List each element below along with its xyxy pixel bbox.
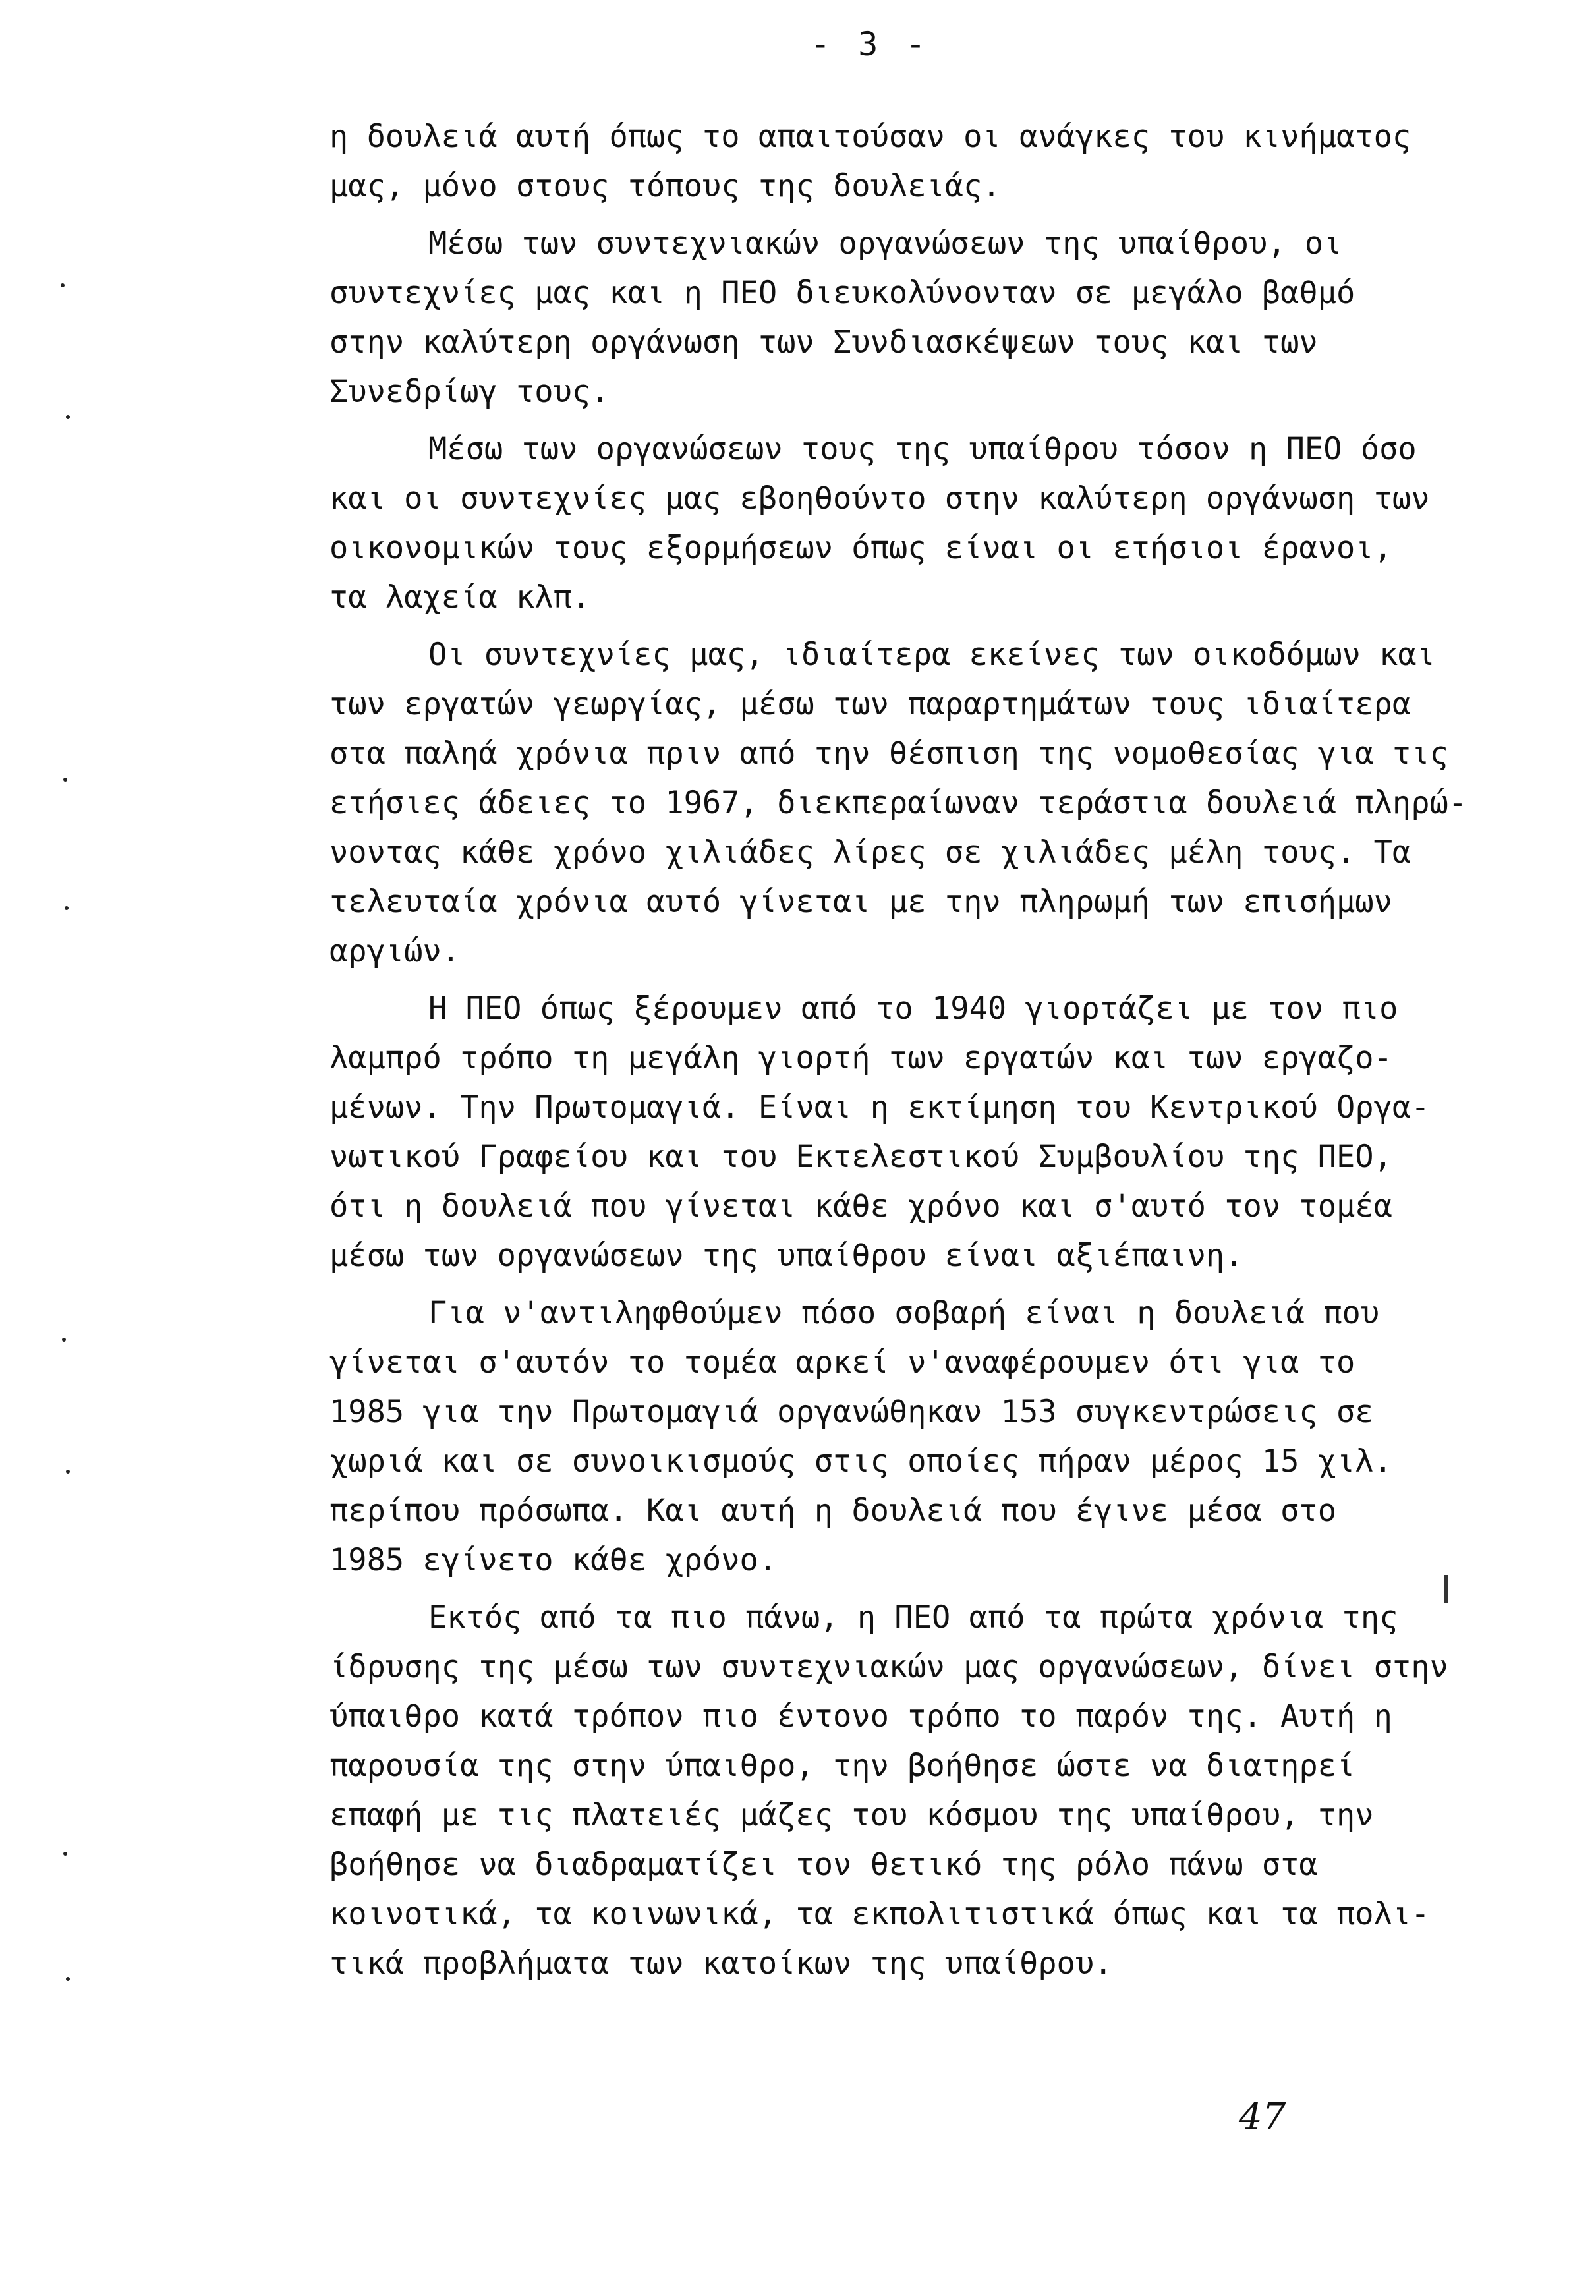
scan-speck (62, 1338, 66, 1342)
text-line: ετήσιες άδειες το 1967, διεκπεραίωναν τεράστια δουλειά πληρώ- (329, 785, 1468, 821)
margin-mark (1444, 1575, 1448, 1603)
paragraph (329, 219, 1529, 416)
text-line: Η ΠΕΟ όπως ξέρουμεν από το 1940 γιορτάζει με τον πιο (428, 990, 1398, 1027)
paragraph (329, 112, 1529, 211)
text-line: τελευταία χρόνια αυτό γίνεται με την πληρωμή των επισήμων (329, 884, 1392, 920)
paragraph (329, 984, 1529, 1280)
text-line: μέσω των οργανώσεων της υπαίθρου είναι αξιέπαινη. (329, 1238, 1243, 1274)
text-line: λαμπρό τρόπο τη μεγάλη γιορτή των εργατών και των εργαζο- (329, 1040, 1392, 1076)
scan-speck (66, 1470, 70, 1474)
page-number: - 3 - (811, 25, 930, 63)
text-line: τικά προβλήματα των κατοίκων της υπαίθρου. (329, 1945, 1113, 1982)
text-line: αργιών. (329, 933, 461, 969)
paragraph-gap (329, 976, 1529, 984)
text-line: κοινοτικά, τα κοινωνικά, τα εκπολιτιστικά όπως και τα πολι- (329, 1896, 1430, 1932)
text-line: η δουλειά αυτή όπως το απαιτούσαν οι ανάγκες του κινήματος (329, 119, 1411, 155)
scan-speck (63, 778, 67, 782)
text-line: 1985 για την Πρωτομαγιά οργανώθηκαν 153 συγκεντρώσεις σε (329, 1394, 1374, 1430)
text-line: ίδρυσης της μέσω των συντεχνιακών μας οργανώσεων, δίνει στην (329, 1649, 1448, 1685)
text-line: Μέσω των συντεχνιακών οργανώσεων της υπαίθρου, οι (428, 225, 1342, 262)
scan-speck (66, 1977, 70, 1981)
text-line: βοήθησε να διαδραματίζει τον θετικό της ρόλο πάνω στα (329, 1847, 1318, 1883)
paragraph-gap (329, 211, 1529, 219)
text-line: μένων. Την Πρωτομαγιά. Είναι η εκτίμηση του Κεντρικού Οργα- (329, 1089, 1430, 1126)
text-line: ύπαιθρο κατά τρόπον πιο έντονο τρόπο το παρόν της. Αυτή η (329, 1698, 1392, 1735)
document-body (329, 112, 1529, 1988)
text-line: περίπου πρόσωπα. Και αυτή η δουλειά που έγινε μέσα στο (329, 1493, 1337, 1529)
text-line: νοντας κάθε χρόνο χιλιάδες λίρες σε χιλιάδες μέλη τους. Τα (329, 834, 1411, 871)
text-line: οικονομικών τους εξορμήσεων όπως είναι οι ετήσιοι έρανοι, (329, 530, 1392, 566)
text-line: μας, μόνο στους τόπους της δουλειάς. (329, 168, 1001, 204)
scan-speck (61, 283, 65, 287)
handwritten-page-number: 47 (1239, 2096, 1286, 2138)
scan-speck (63, 1852, 67, 1856)
text-line: στην καλύτερη οργάνωση των Συνδιασκέψεων τους και των (329, 324, 1318, 360)
paragraph (329, 1593, 1529, 1988)
text-line: Εκτός από τα πιο πάνω, η ΠΕΟ από τα πρώτα χρόνια της (428, 1599, 1398, 1636)
text-line: στα παληά χρόνια πριν από την θέσπιση της νομοθεσίας για τις (329, 735, 1448, 772)
text-line: γίνεται σ'αυτόν το τομέα αρκεί ν'αναφέρουμεν ότι για το (329, 1344, 1355, 1381)
text-line: Συνεδρίωγ τους. (329, 374, 610, 410)
text-line: επαφή με τις πλατειές μάζες του κόσμου της υπαίθρου, την (329, 1797, 1374, 1833)
text-line: Μέσω των οργανώσεων τους της υπαίθρου τόσον η ΠΕΟ όσο (428, 431, 1417, 467)
paragraph (329, 630, 1529, 976)
text-line: νωτικού Γραφείου και του Εκτελεστικού Συμβουλίου της ΠΕΟ, (329, 1139, 1392, 1175)
paragraph-gap (329, 416, 1529, 424)
paragraph-gap (329, 1585, 1529, 1593)
text-line: χωριά και σε συνοικισμούς στις οποίες πήραν μέρος 15 χιλ. (329, 1443, 1392, 1479)
scan-speck (65, 906, 69, 910)
scan-speck (66, 415, 70, 419)
text-line: και οι συντεχνίες μας εβοηθούντο στην καλύτερη οργάνωση των (329, 480, 1430, 517)
text-line: 1985 εγίνετο κάθε χρόνο. (329, 1542, 778, 1578)
text-line: Οι συντεχνίες μας, ιδιαίτερα εκείνες των οικοδόμων και (428, 637, 1436, 673)
text-line: συντεχνίες μας και η ΠΕΟ διευκολύνονταν σε μεγάλο βαθμό (329, 275, 1355, 311)
paragraph (329, 424, 1529, 622)
text-line: ότι η δουλειά που γίνεται κάθε χρόνο και σ'αυτό τον τομέα (329, 1188, 1392, 1224)
text-line: των εργατών γεωργίας, μέσω των παραρτημάτων τους ιδιαίτερα (329, 686, 1411, 722)
paragraph (329, 1288, 1529, 1585)
paragraph-gap (329, 1280, 1529, 1288)
text-line: τα λαχεία κλπ. (329, 579, 591, 616)
text-line: παρουσία της στην ύπαιθρο, την βοήθησε ώστε να διατηρεί (329, 1748, 1355, 1784)
text-line: Για ν'αντιληφθούμεν πόσο σοβαρή είναι η δουλειά που (428, 1295, 1380, 1331)
paragraph-gap (329, 622, 1529, 630)
